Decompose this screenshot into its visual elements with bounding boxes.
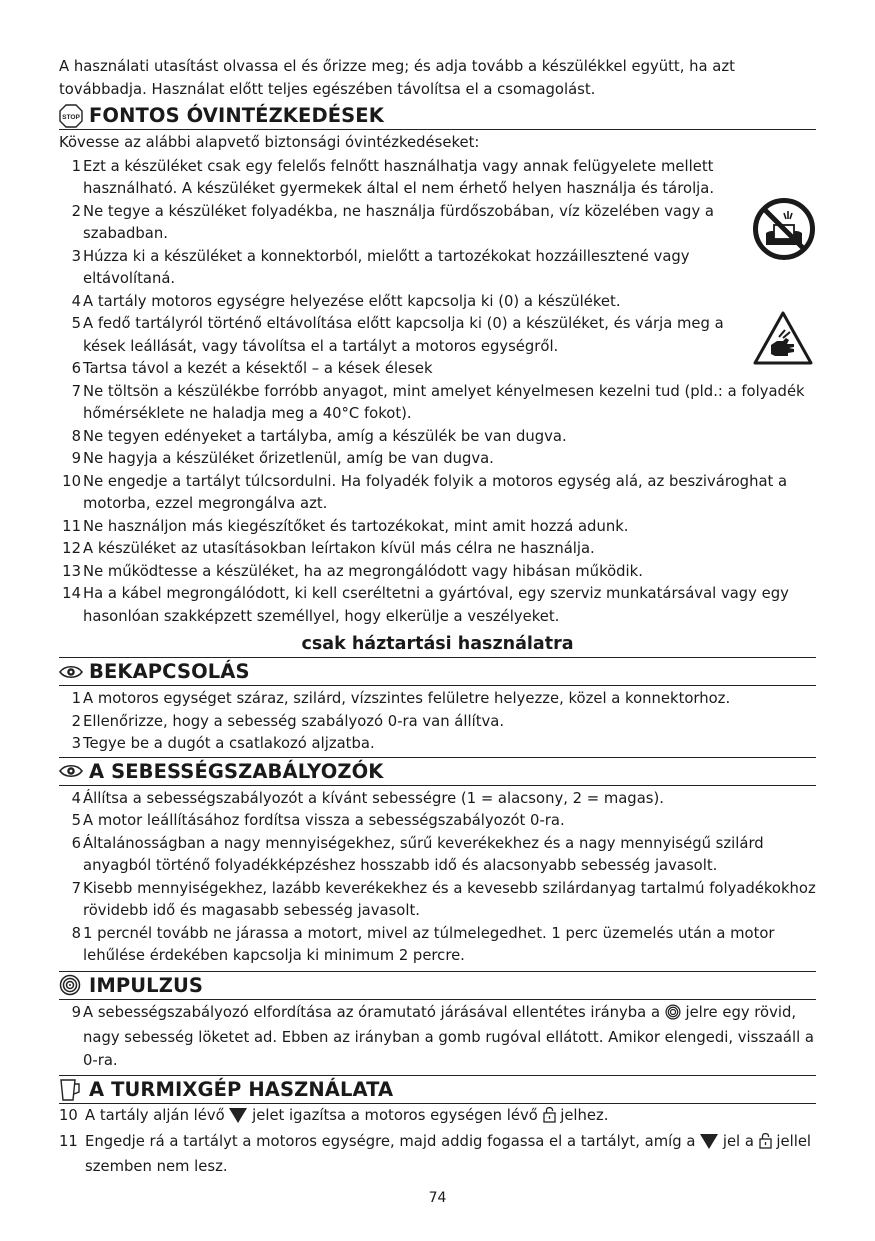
switch-on-list <box>59 688 816 756</box>
pulse-title: IMPULZUS <box>89 973 204 997</box>
safety-list <box>59 156 816 629</box>
list-item: 3 Húzza ki a készüléket a konnektorból, mielőtt a tartozékokat hozzáillesztené vagy eltávolítaná. <box>71 247 690 287</box>
list-item: 2 Ellenőrizze, hogy a sebesség szabályozó 0-ra van állítva. <box>71 712 505 730</box>
intro-text: A használati utasítást olvassa el és őrizze meg; és adja tovább a készülékkel együtt, ha azt továbbadja. Használat előtt teljes egészében távolítsa el a csomagolást. <box>59 58 735 98</box>
stop-icon-label: STOP <box>62 113 80 121</box>
blender-list <box>59 1105 816 1179</box>
list-item: 6 Tartsa távol a kezét a késektől – a kések élesek <box>71 360 433 377</box>
household-only-note: csak háztartási használatra <box>301 634 574 654</box>
list-item: 9 Ne hagyja a készüléket őrizetlenül, amíg be van dugva. <box>71 450 494 467</box>
list-item: 1 Ezt a készüléket csak egy felelős felnőtt használhatja vagy annak felügyelete mellett használható. A készüléket gyermekek által el nem érhető helyen használja és tárolja. <box>71 157 715 197</box>
blender-title: A TURMIXGÉP HASZNÁLATA <box>89 1078 394 1101</box>
pulse-section-header <box>59 971 816 1000</box>
list-item: 5 A fedő tartályról történő eltávolítása előtt kapcsolja ki (0) a készüléket, és várja meg a kések leállását, vagy távolítsa el a tartályt a motoros egységről. <box>71 315 724 355</box>
list-item: 12 A készüléket az utasításokban leírtakon kívül más célra ne használja. <box>62 540 595 557</box>
jug-icon <box>59 1078 89 1102</box>
list-item: 7 Kisebb mennyiségekhez, lazább keverékekhez és a kevesebb szilárdanyag tartalmú folyadékokhoz rövidebb idő és magasabb sebesség javasolt. <box>71 879 816 919</box>
triangle-down-icon <box>229 1107 247 1131</box>
pulse-text-b: jelre egy rövid, nagy sebesség löketet ad. Ebben az irányban a gomb rugóval ellátott. Amikor elengedi, visszaáll a 0-ra. <box>83 1003 814 1069</box>
safety-section-header <box>59 102 816 130</box>
list-item: 14 Ha a kábel megrongálódott, ki kell cseréltetni a gyártóval, egy szerviz munkatársával vagy egy hasonlóan szakképzett személlyel, hogy elkerülje a veszélyeket. <box>62 585 789 625</box>
list-item: 4 A tartály motoros egységre helyezése előtt kapcsolja ki (0) a készüléket. <box>71 292 621 310</box>
list-item: 10 Ne engedje a tartályt túlcsordulni. Ha folyadék folyik a motoros egység alá, az beszivároghat a motorba, ezzel megrongálva azt. <box>62 472 788 512</box>
list-item: 8 1 percnél tovább ne járassa a motort, mivel az túlmelegedhet. 1 perc üzemelés után a motor lehűlése érdekében kapcsolja ki minimum 2 percre. <box>71 924 775 964</box>
list-item: 3 Tegye be a dugót a csatlakozó aljzatba. <box>71 735 375 752</box>
no-water-warning-icon <box>752 197 816 265</box>
pulse-text-a: A sebességszabályozó elfordítása az óramutató járásával ellentétes irányba a <box>83 1003 661 1021</box>
list-item: 9 A sebességszabályozó elfordítása az óramutató járásával ellentétes irányba a jelre egy rövid, nagy sebesség löketet ad. Ebben az irányban a gomb rugóval ellátott. Amikor elengedi, visszaáll a 0-ra. <box>71 1003 814 1069</box>
pulse-spiral-icon <box>59 974 89 996</box>
list-item: 6 Általánosságban a nagy mennyiségekhez, sűrű keverékekhez és a nagy mennyiségű szilárd anyagból történő folyadékképzéshez hosszabb idő és alacsonyabb sebesség javasolt. <box>71 834 764 874</box>
stop-icon <box>59 104 89 128</box>
blender-section-header <box>59 1075 816 1104</box>
pulse-spiral-icon <box>665 1004 681 1028</box>
safety-lead: Kövesse az alábbi alapvető biztonsági óvintézkedéseket: <box>59 134 480 151</box>
list-item: 2 Ne tegye a készüléket folyadékba, ne használja fürdőszobában, víz közelében vagy a szabadban. <box>71 202 714 242</box>
eye-icon <box>59 664 89 680</box>
unlock-icon <box>543 1106 556 1131</box>
list-item: 1 A motoros egységet száraz, szilárd, vízszintes felületre helyezze, közel a konnektorhoz. <box>71 690 731 707</box>
switch-on-section-header <box>59 657 816 686</box>
list-item: 8 Ne tegyen edényeket a tartályba, amíg a készülék be van dugva. <box>71 427 567 445</box>
unlock-icon <box>759 1132 772 1157</box>
speed-title: A SEBESSÉGSZABÁLYOZÓK <box>89 759 384 783</box>
pulse-list <box>59 1002 816 1073</box>
list-item: 7 Ne töltsön a készülékbe forróbb anyagot, mint amelyet kényelmesen kezelni tud (pld.: a folyadék hőmérséklete ne haladja meg a 40°C fokot). <box>71 382 805 422</box>
switch-on-title: BEKAPCSOLÁS <box>89 660 250 683</box>
speed-section-header <box>59 757 816 786</box>
list-item: 11 Ne használjon más kiegészítőket és tartozékokat, mint amit hozzá adunk. <box>62 517 629 535</box>
list-item: 13 Ne működtesse a készüléket, ha az megrongálódott vagy hibásan működik. <box>62 562 643 580</box>
triangle-down-icon <box>700 1133 718 1157</box>
speed-list <box>59 788 816 968</box>
eye-icon <box>59 763 89 779</box>
page-number: 74 <box>428 1190 447 1206</box>
list-item: 10 A tartály alján lévő jelet igazítsa a motoros egységen lévő jelhez. <box>59 1105 816 1131</box>
list-item: 4 Állítsa a sebességszabályozót a kívánt sebességre (1 = alacsony, 2 = magas). <box>71 789 664 807</box>
safety-title: FONTOS ÓVINTÉZKEDÉSEK <box>89 104 384 127</box>
list-item: 5 A motor leállításához fordítsa vissza a sebességszabályozót 0-ra. <box>71 812 565 829</box>
manual-page <box>59 56 816 1179</box>
sharp-blade-warning-icon <box>752 310 814 370</box>
list-item: 11 Engedje rá a tartályt a motoros egységre, majd addig fogassa el a tartályt, amíg a jel a jellel szemben nem lesz. <box>59 1132 812 1175</box>
